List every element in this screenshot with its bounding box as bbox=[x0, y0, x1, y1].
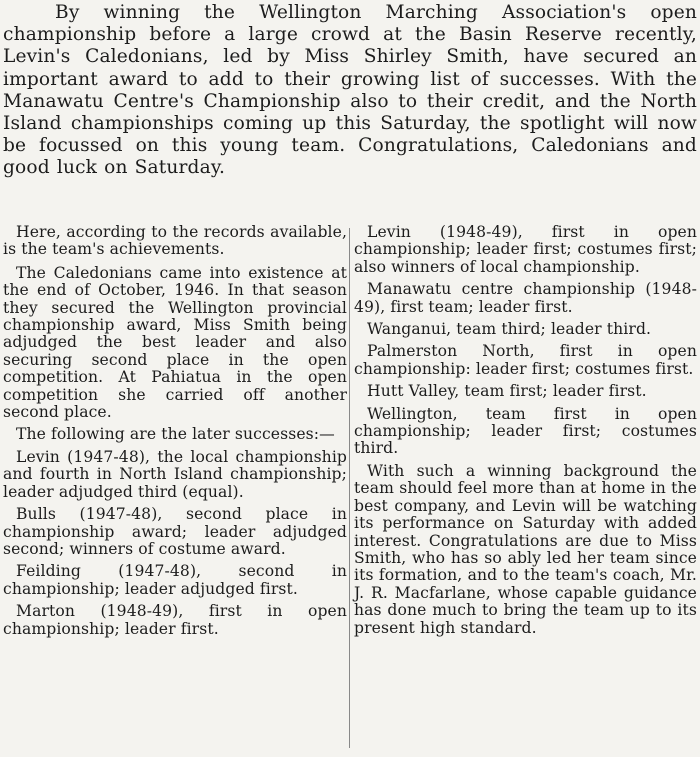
article-paragraph: Here, according to the records available, is the team's achievements. bbox=[3, 223, 347, 259]
achievement-entry: Bulls (1947-48), second place in championship award; leader adjudged second; winners of costume award. bbox=[3, 505, 347, 558]
achievement-entry: Marton (1948-49), first in open championship; leader first. bbox=[3, 602, 347, 638]
achievement-entry: Levin (1947-48), the local championship and fourth in North Island championship; leader adjudged third (equal). bbox=[3, 447, 347, 501]
column-divider bbox=[349, 228, 350, 748]
achievement-entry: Manawatu centre championship (1948-49), first team; leader first. bbox=[354, 280, 697, 316]
achievement-entry: Palmerston North, first in open championship: leader first; costumes first. bbox=[354, 342, 697, 378]
closing-paragraph: With such a winning background the team should feel more than at home in the best company, and Levin will be watching its performance on Saturday with added interest. Congratulations are due to Miss Smith, who has so ably led her team since its formation, and to the team's coach, Mr. J. R. Macfarlane, whose capable guidance has done much to bring the team up to its present high standard. bbox=[354, 461, 697, 637]
achievement-entry: Wellington, team first in open championship; leader first; costumes third. bbox=[354, 404, 697, 458]
article-paragraph: The Caledonians came into existence at the end of October, 1946. In that season they secured the Wellington provincial championship award, Miss Smith being adjudged the best leader and also securing second place in the open competition. At Pahiatua in the open competition she carried off another second place. bbox=[3, 263, 347, 422]
right-column bbox=[354, 224, 697, 642]
left-column bbox=[3, 224, 347, 643]
achievement-entry: Hutt Valley, team first; leader first. bbox=[367, 382, 647, 401]
achievement-entry: Wanganui, team third; leader third. bbox=[367, 320, 652, 339]
achievement-entry: Levin (1948-49), first in open championship; leader first; costumes first; also winners of local championship. bbox=[354, 223, 697, 276]
lead-paragraph: By winning the Wellington Marching Association's open championship before a large crowd at the Basin Reserve recently, Levin's Caledonians, led by Miss Shirley Smith, have secured an important award to add to their growing list of successes. With the Manawatu Centre's Championship also to their credit, and the North Island championships coming up this Saturday, the spotlight will now be focussed on this young team. Congratulations, Caledonians and good luck on Saturday. bbox=[3, 2, 697, 179]
article-paragraph: The following are the later successes:— bbox=[16, 425, 335, 444]
achievement-entry: Feilding (1947-48), second in championship; leader adjudged first. bbox=[3, 562, 347, 598]
